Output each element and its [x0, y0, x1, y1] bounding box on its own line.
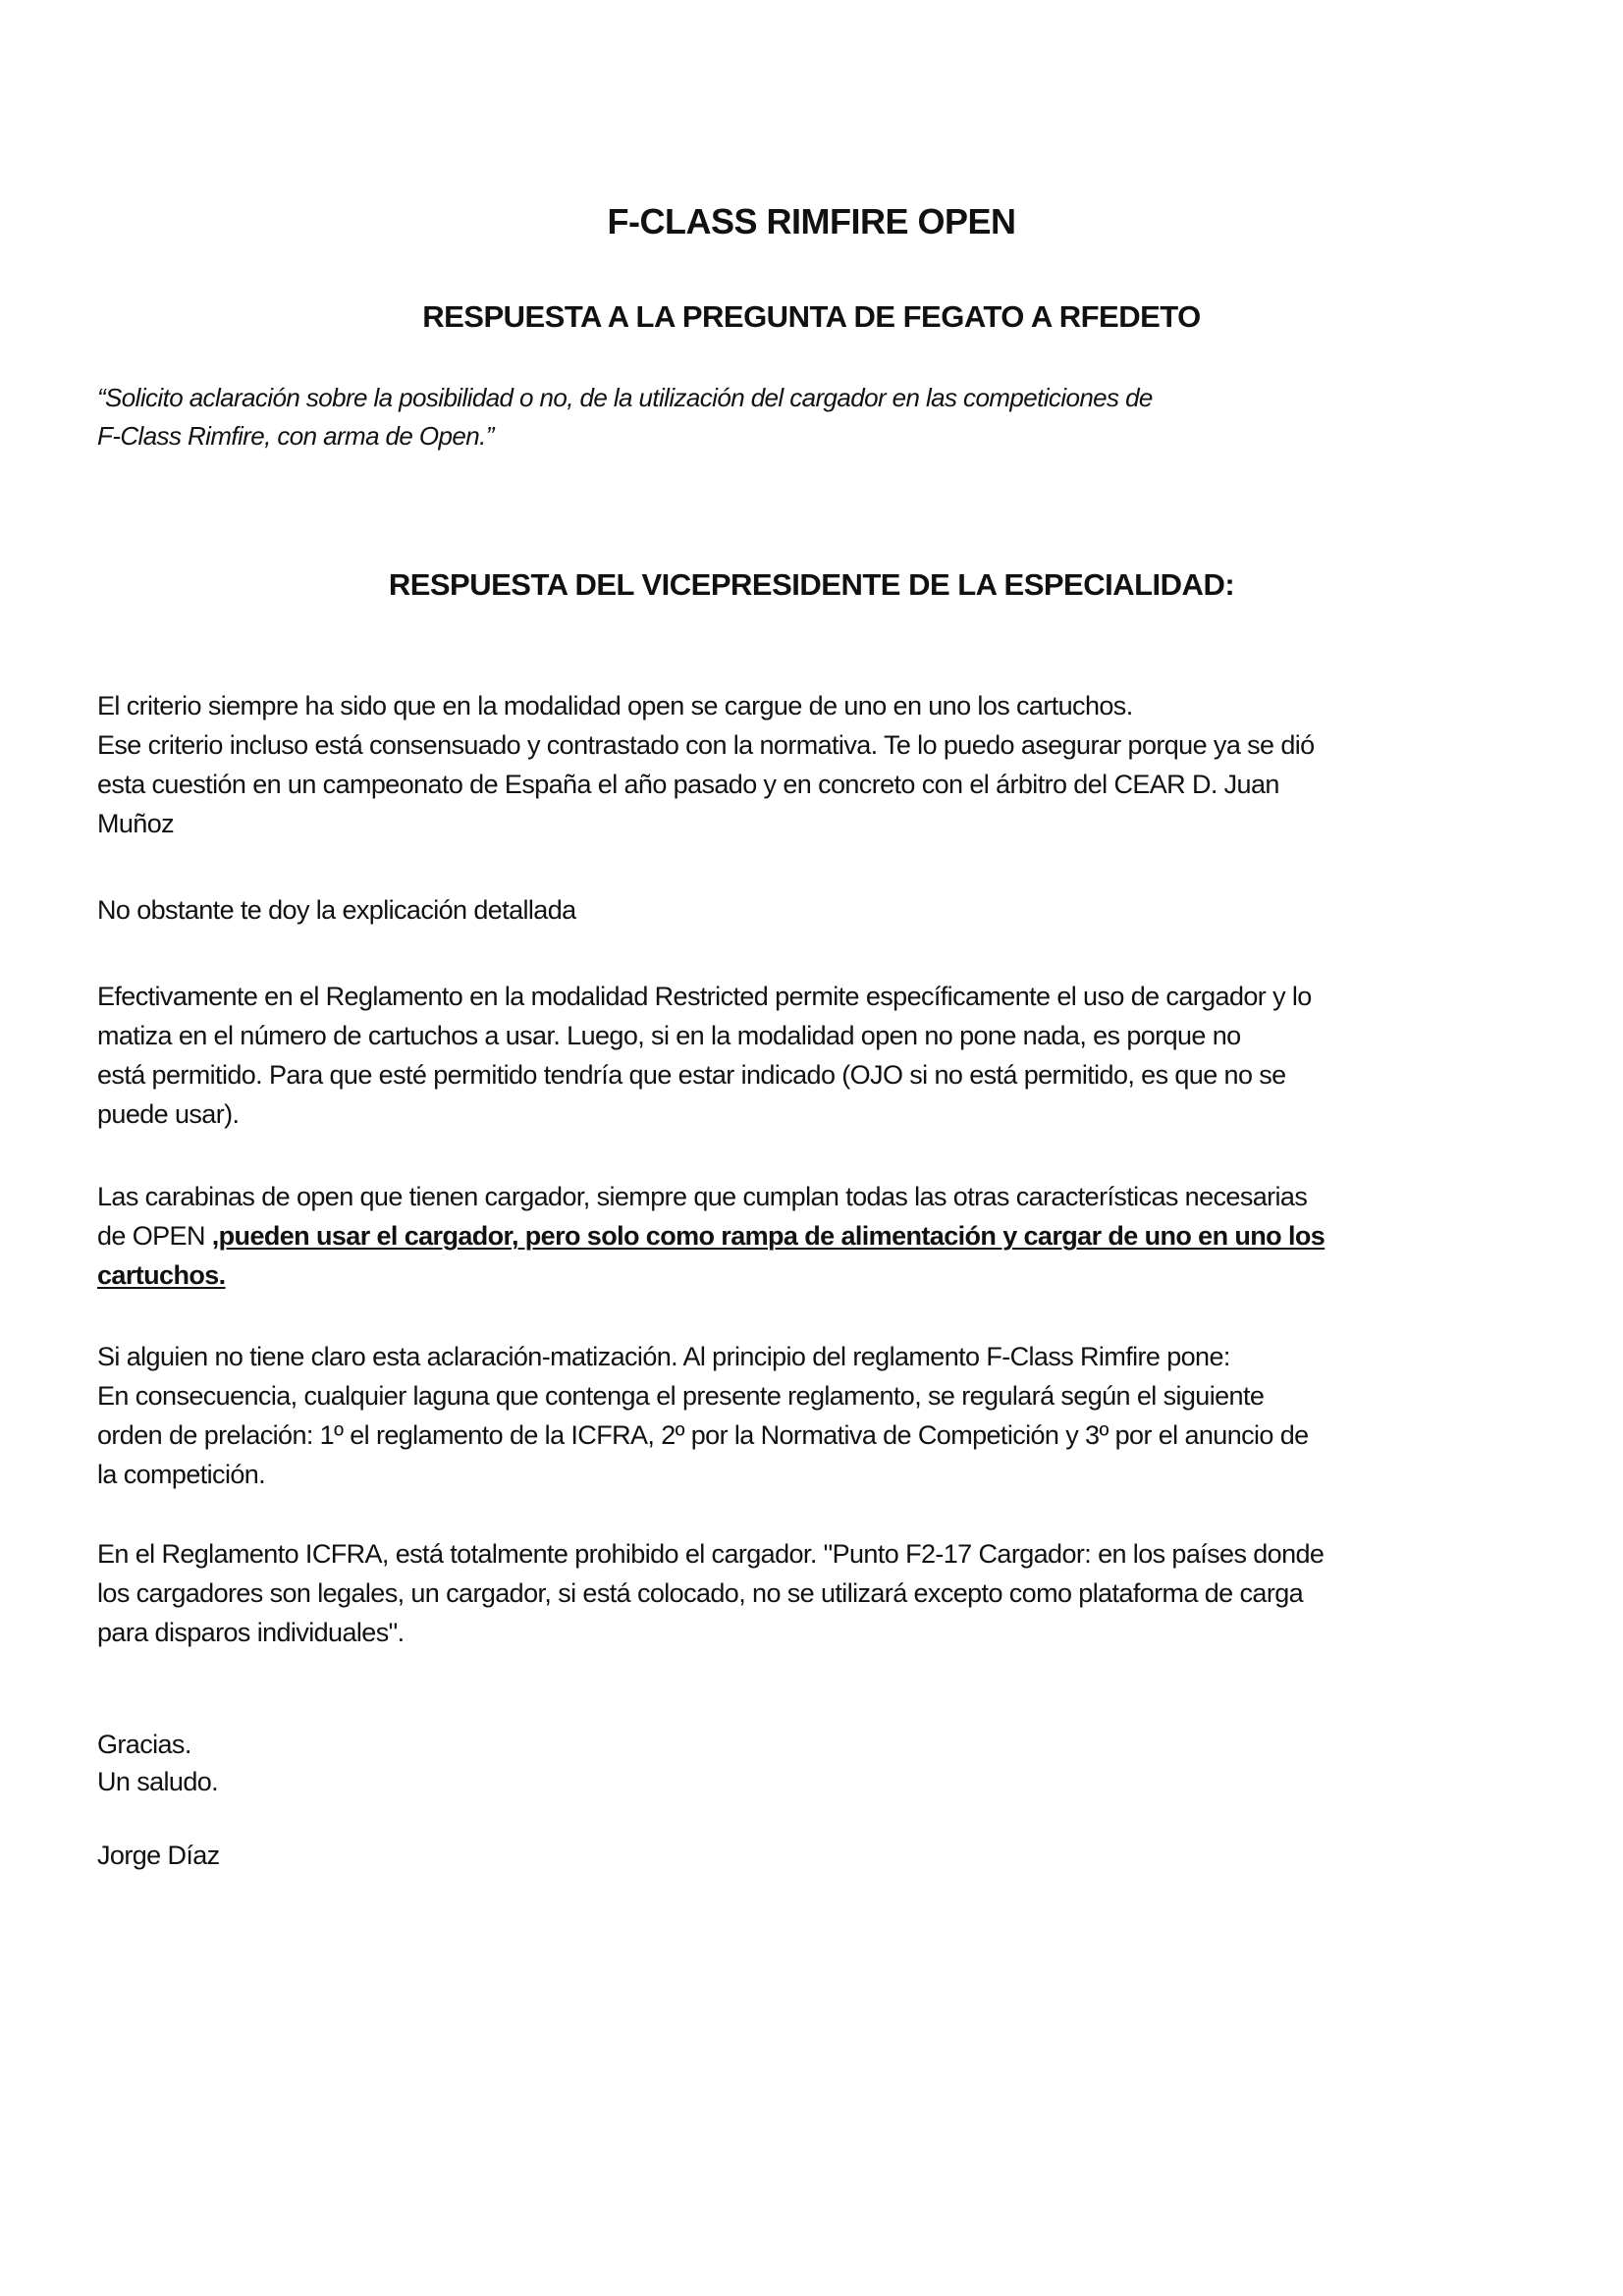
paragraph-line: En consecuencia, cualquier laguna que contenga el presente reglamento, se regulará según el siguiente — [97, 1381, 1265, 1411]
paragraph-line: El criterio siempre ha sido que en la modalidad open se cargue de uno en uno los cartuchos. — [97, 691, 1133, 721]
document-subtitle: RESPUESTA A LA PREGUNTA DE FEGATO A RFEDETO — [422, 299, 1201, 334]
paragraph-line: Las carabinas de open que tienen cargador, siempre que cumplan todas las otras características necesarias — [97, 1182, 1308, 1211]
paragraph-line: No obstante te doy la explicación detallada — [97, 895, 576, 925]
document-title: F-CLASS RIMFIRE OPEN — [607, 201, 1016, 241]
paragraph-line: los cargadores son legales, un cargador, si está colocado, no se utilizará excepto como plataforma de carga — [97, 1578, 1304, 1608]
question-line: “Solicito aclaración sobre la posibilidad o no, de la utilización del cargador en las competiciones de — [97, 383, 1153, 412]
emphasized-text: cartuchos. — [97, 1260, 226, 1290]
paragraph-line: orden de prelación: 1º el reglamento de la ICFRA, 2º por la Normativa de Competición y 3º por el anuncio de — [97, 1420, 1309, 1450]
question-line: F-Class Rimfire, con arma de Open.” — [97, 421, 494, 451]
signature: Jorge Díaz — [97, 1841, 220, 1870]
paragraph-line: la competición. — [97, 1460, 266, 1489]
response-heading: RESPUESTA DEL VICEPRESIDENTE DE LA ESPECIALIDAD: — [388, 567, 1235, 602]
paragraph-line: esta cuestión en un campeonato de España el año pasado y en concreto con el árbitro del CEAR D. Juan — [97, 770, 1279, 799]
paragraph-line — [97, 1255, 226, 1295]
paragraph-line: puede usar). — [97, 1099, 240, 1129]
emphasized-text: ,pueden usar el cargador, pero solo como rampa de alimentación y cargar de uno en uno los — [211, 1221, 1325, 1251]
paragraph-line: está permitido. Para que esté permitido tendría que estar indicado (OJO si no está permitido, es que no se — [97, 1060, 1286, 1090]
paragraph-line: Muñoz — [97, 809, 175, 838]
paragraph-line: matiza en el número de cartuchos a usar. Luego, si en la modalidad open no pone nada, es porque no — [97, 1021, 1241, 1050]
paragraph-line: Efectivamente en el Reglamento en la modalidad Restricted permite específicamente el uso de cargador y lo — [97, 982, 1312, 1011]
closing-thanks: Gracias. — [97, 1730, 191, 1759]
paragraph-line — [97, 1216, 1325, 1255]
paragraph-line: Si alguien no tiene claro esta aclaración-matización. Al principio del reglamento F-Class Rimfire pone: — [97, 1342, 1230, 1371]
paragraph-text: de OPEN — [97, 1221, 212, 1251]
paragraph-line: Ese criterio incluso está consensuado y contrastado con la normativa. Te lo puedo asegurar porque ya se dió — [97, 730, 1315, 760]
closing-greeting: Un saludo. — [97, 1767, 219, 1796]
paragraph-line: para disparos individuales". — [97, 1618, 405, 1647]
paragraph-line: En el Reglamento ICFRA, está totalmente prohibido el cargador. "Punto F2-17 Cargador: en los países donde — [97, 1539, 1325, 1569]
